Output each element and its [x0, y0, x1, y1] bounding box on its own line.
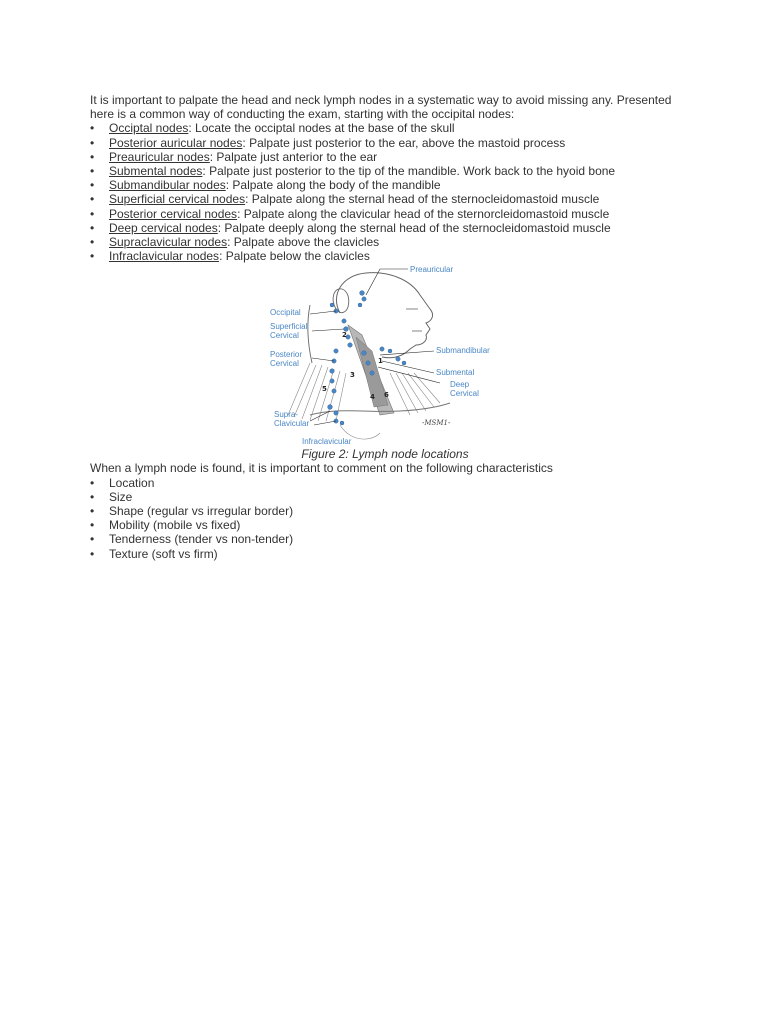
node-term: Superficial cervical nodes [109, 192, 246, 207]
region-number-5: 5 [322, 385, 327, 394]
node-desc: : Palpate above the clavicles [227, 235, 380, 250]
list-item [90, 136, 680, 150]
list-item [90, 235, 680, 249]
list-item [90, 150, 680, 164]
list-item [90, 249, 680, 263]
region-number-3: 3 [350, 371, 355, 380]
region-number-2: 2 [342, 331, 347, 340]
label-occipital: Occipital [270, 308, 301, 318]
region-number-6: 6 [384, 391, 389, 400]
node-desc: : Palpate below the clavicles [219, 249, 370, 264]
list-item: • Size [90, 490, 680, 504]
node-term: Deep cervical nodes [109, 220, 218, 235]
list-item [90, 178, 680, 192]
label-preauricular: Preauricular [410, 265, 454, 275]
artist-signature: -MSM1- [422, 419, 451, 428]
list-item: • Tenderness (tender vs non-tender) [90, 532, 680, 546]
node-term: Submandibular nodes [109, 178, 226, 193]
neck-muscle-lines [288, 363, 440, 421]
node-term: Posterior cervical nodes [109, 206, 238, 221]
node-desc: : Palpate along the sternal head of the sternocleidomastoid muscle [245, 192, 600, 207]
figure-caption: Figure 2: Lymph node locations [301, 447, 469, 462]
list-item: • Texture (soft vs firm) [90, 547, 680, 561]
intro-paragraph: It is important to palpate the head and neck lymph nodes in a systematic way to avoid missing any. Presented here is a common way of conducting the exam, starting with the occipital nodes: [90, 93, 672, 122]
label-submandibular: Submandibular [436, 346, 490, 356]
list-item [90, 221, 680, 235]
label-infraclavicular: Infraclavicular [302, 437, 352, 447]
list-item [90, 164, 680, 178]
list-item: • Mobility (mobile vs fixed) [90, 518, 680, 532]
list-item [90, 192, 680, 206]
document-page [90, 93, 680, 561]
region-number-1: 1 [378, 357, 383, 366]
label-submental: Submental [436, 368, 475, 378]
characteristics-list [90, 476, 680, 561]
list-item: • Location [90, 476, 680, 490]
list-item [90, 207, 680, 221]
node-desc: : Palpate along the body of the mandible [225, 178, 441, 193]
node-desc: : Locate the occiptal nodes at the base of the skull [188, 121, 455, 136]
label-posterior-1: Posterior [270, 350, 303, 360]
lymph-node-figure [90, 265, 680, 447]
node-term: Infraclavicular nodes [109, 249, 220, 264]
list-item [90, 121, 680, 135]
lymph-node-illustration [270, 265, 500, 447]
label-posterior-2: Cervical [270, 359, 299, 369]
node-term: Posterior auricular nodes [109, 135, 243, 150]
node-term: Occiptal nodes [109, 121, 189, 136]
node-term: Preauricular nodes [109, 149, 210, 164]
node-desc: : Palpate just anterior to the ear [209, 149, 378, 164]
label-superficial-1: Superficial [270, 322, 308, 332]
node-desc: : Palpate just posterior to the tip of the mandible. Work back to the hyoid bone [202, 164, 616, 179]
node-term: Submental nodes [109, 164, 203, 179]
label-deep-1: Deep [450, 380, 470, 390]
region-number-4: 4 [370, 393, 375, 402]
node-desc: : Palpate just posterior to the ear, above the mastoid process [242, 135, 566, 150]
node-desc: : Palpate deeply along the sternal head of the sternocleidomastoid muscle [217, 220, 611, 235]
node-term: Supraclavicular nodes [109, 235, 228, 250]
exam-steps-list [90, 121, 680, 263]
label-deep-2: Cervical [450, 389, 479, 399]
characteristics-intro: When a lymph node is found, it is important to comment on the following characteristics [90, 461, 553, 476]
label-supra-1: Supra- [274, 410, 299, 420]
label-superficial-2: Cervical [270, 331, 299, 341]
list-item: • Shape (regular vs irregular border) [90, 504, 680, 518]
label-supra-2: Clavicular [274, 419, 310, 429]
node-desc: : Palpate along the clavicular head of the sternorcleidomastoid muscle [237, 206, 610, 221]
